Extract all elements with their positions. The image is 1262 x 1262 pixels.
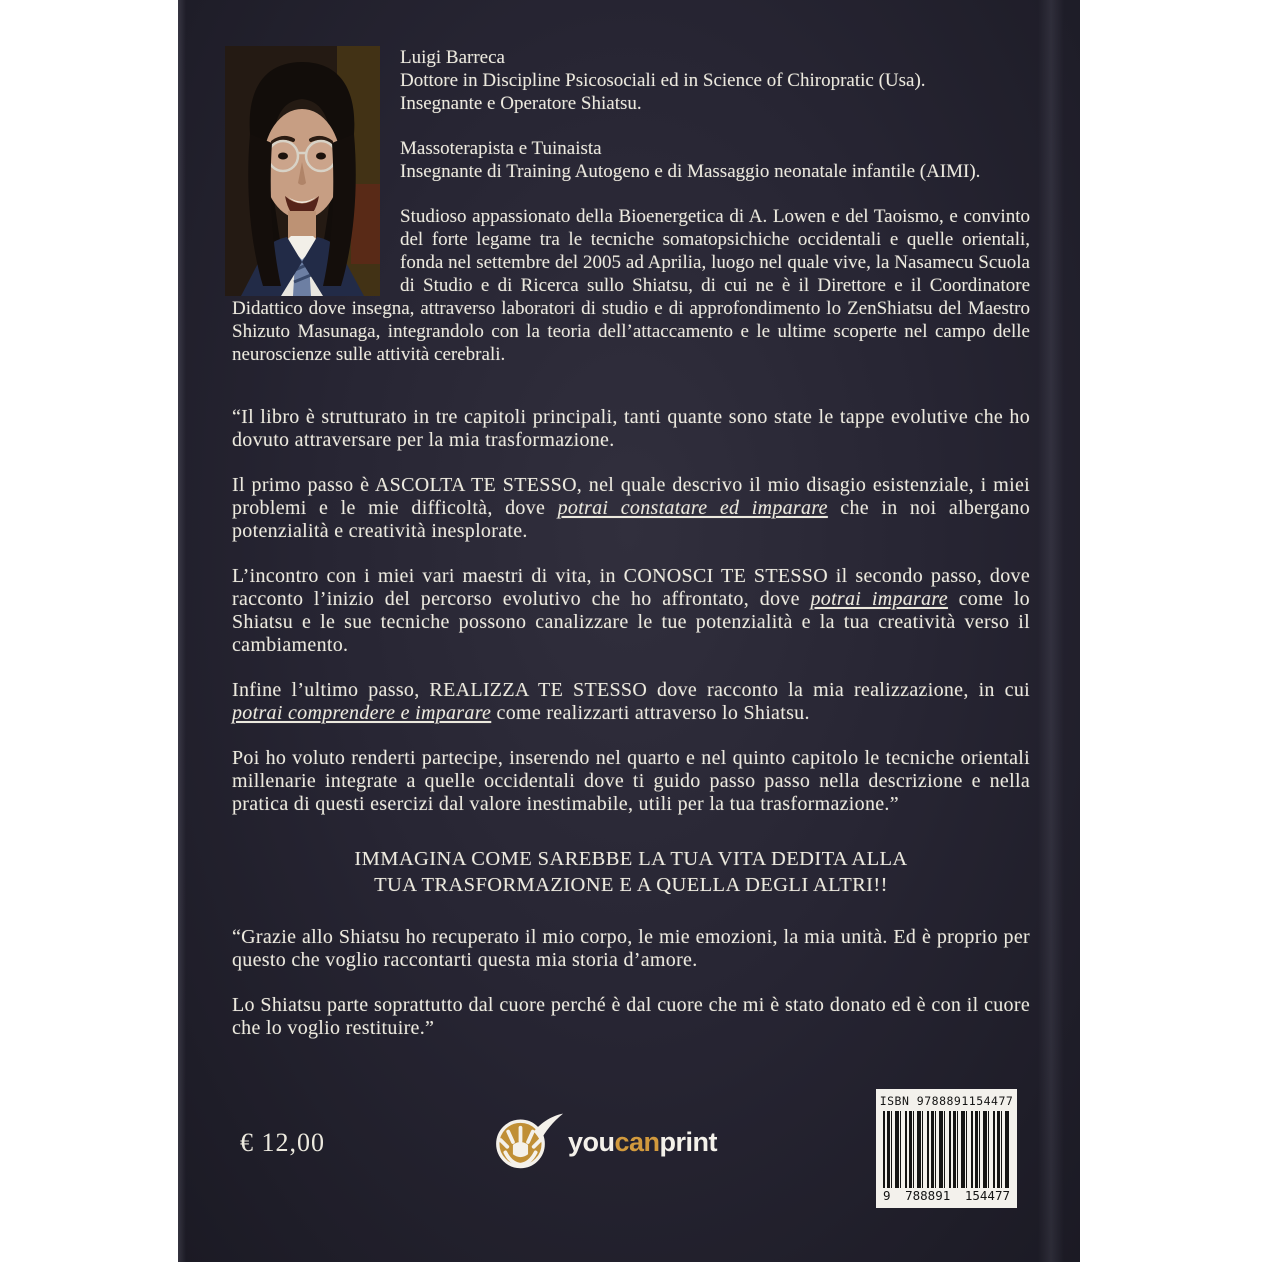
barcode-lead-digit: 9 bbox=[883, 1187, 891, 1203]
closing-quote bbox=[232, 994, 1030, 1040]
author-biography: Studioso appassionato della Bioenergetica di A. Lowen e del Taoismo, e convinto del forte legame tra le tecniche somatopsichiche occidentali e quelle orientali, fonda nel settembre del 2005 ad Aprilia, luogo nel quale vive, la Nasamecu Scuola di Studio e di Ricerca sullo Shiatsu, di cui ne è il Direttore e il Coordinatore Didattico dove insegna, attraverso laboratori di studio e di approfondimento lo ZenShiatsu del Maestro Shizuto Masunaga, integrandolo con la teoria dell’attaccamento e le ultime scoperte nel campo delle neuroscienze sulle attività cerebrali. bbox=[232, 206, 1030, 365]
emphasis-phrase: potrai imparare bbox=[810, 588, 948, 610]
author-bio-section bbox=[232, 46, 1030, 366]
text-run: Lo Shiatsu parte soprattutto dal cuore perché è dal cuore che mi è stato donato ed è con il cuore che lo voglio restituire.” bbox=[232, 994, 1030, 1039]
author-role: Massoterapista e Tuinaista bbox=[400, 138, 602, 159]
banner-line: TUA TRASFORMAZIONE E A QUELLA DEGLI ALTRI!! bbox=[374, 874, 888, 896]
text-run: come realizzarti attraverso lo Shiatsu. bbox=[491, 702, 810, 724]
publisher-logo-text bbox=[568, 1127, 717, 1158]
book-back-cover bbox=[178, 0, 1080, 1262]
book-description bbox=[232, 406, 1030, 816]
barcode-isbn-label: ISBN 9788891154477 bbox=[879, 1094, 1014, 1108]
logo-you: you bbox=[568, 1126, 615, 1157]
author-photo bbox=[225, 46, 380, 296]
logo-can: can bbox=[614, 1126, 660, 1157]
author-title: Insegnante e Operatore Shiatsu. bbox=[400, 93, 642, 114]
emphasis-phrase: potrai comprendere e imparare bbox=[232, 702, 492, 724]
publisher-hand-icon bbox=[494, 1112, 564, 1172]
barcode-digits bbox=[883, 1187, 1010, 1203]
author-name: Luigi Barreca bbox=[400, 47, 505, 68]
author-role-detail: Insegnante di Training Autogeno e di Massaggio neonatale infantile (AIMI). bbox=[400, 161, 981, 182]
price: € 12,00 bbox=[240, 1128, 325, 1157]
barcode-bars bbox=[883, 1111, 1010, 1188]
closing-quote bbox=[232, 926, 1030, 972]
barcode-digit-group: 788891 bbox=[905, 1187, 951, 1203]
text-run: Il primo passo è ASCOLTA TE STESSO, nel quale descrivo il mio disagio esistenziale, i miei problemi e le mie difficoltà, dove bbox=[232, 474, 1030, 519]
emphasis-phrase: potrai constatare ed imparare bbox=[557, 497, 828, 519]
text-run: L’incontro con i miei vari maestri di vita, in CONOSCI TE STESSO il secondo passo, dove racconto l’inizio del percorso evolutivo che ho affrontato, dove bbox=[232, 565, 1030, 610]
cover-content bbox=[178, 0, 1080, 1040]
body-paragraph bbox=[232, 679, 1030, 725]
banner-line: IMMAGINA COME SAREBBE LA TUA VITA DEDITA ALLA bbox=[354, 848, 908, 870]
banner-lines bbox=[232, 846, 1030, 898]
closing-quotes bbox=[232, 926, 1030, 1040]
barcode bbox=[876, 1089, 1017, 1208]
text-run: come lo Shiatsu e le sue tecniche possono canalizzare le tue potenzialità e la tua creatività verso il cambiamento. bbox=[232, 588, 1030, 656]
text-run: “Grazie allo Shiatsu ho recuperato il mio corpo, le mie emozioni, la mia unità. Ed è proprio per questo che voglio raccontarti questa mia storia d’amore. bbox=[232, 926, 1030, 971]
body-paragraph bbox=[232, 747, 1030, 816]
text-run: Poi ho voluto renderti partecipe, inserendo nel quarto e nel quinto capitolo le tecniche orientali millenarie integrate a quelle occidentali dove ti guido passo passo nella descrizione e nella pratica di questi esercizi dal valore inestimabile, utili per la tua trasformazione.” bbox=[232, 747, 1030, 815]
text-run: “Il libro è strutturato in tre capitoli principali, tanti quante sono state le tappe evolutive che ho dovuto attraversare per la mia trasformazione. bbox=[232, 406, 1030, 451]
author-portrait-illustration bbox=[225, 46, 380, 296]
text-run: Infine l’ultimo passo, REALIZZA TE STESSO dove racconto la mia realizzazione, in cui bbox=[232, 679, 1030, 701]
logo-print: print bbox=[659, 1126, 718, 1157]
text-run: che in noi albergano potenzialità e creatività inesplorate. bbox=[232, 497, 1031, 542]
body-paragraph bbox=[232, 474, 1030, 543]
publisher-logo bbox=[494, 1112, 717, 1172]
body-paragraph bbox=[232, 406, 1030, 452]
banner bbox=[232, 846, 1030, 898]
body-paragraph bbox=[232, 565, 1030, 657]
author-title: Dottore in Discipline Psicosociali ed in Science of Chiropratic (Usa). bbox=[400, 70, 926, 91]
barcode-digit-group: 154477 bbox=[964, 1187, 1010, 1203]
